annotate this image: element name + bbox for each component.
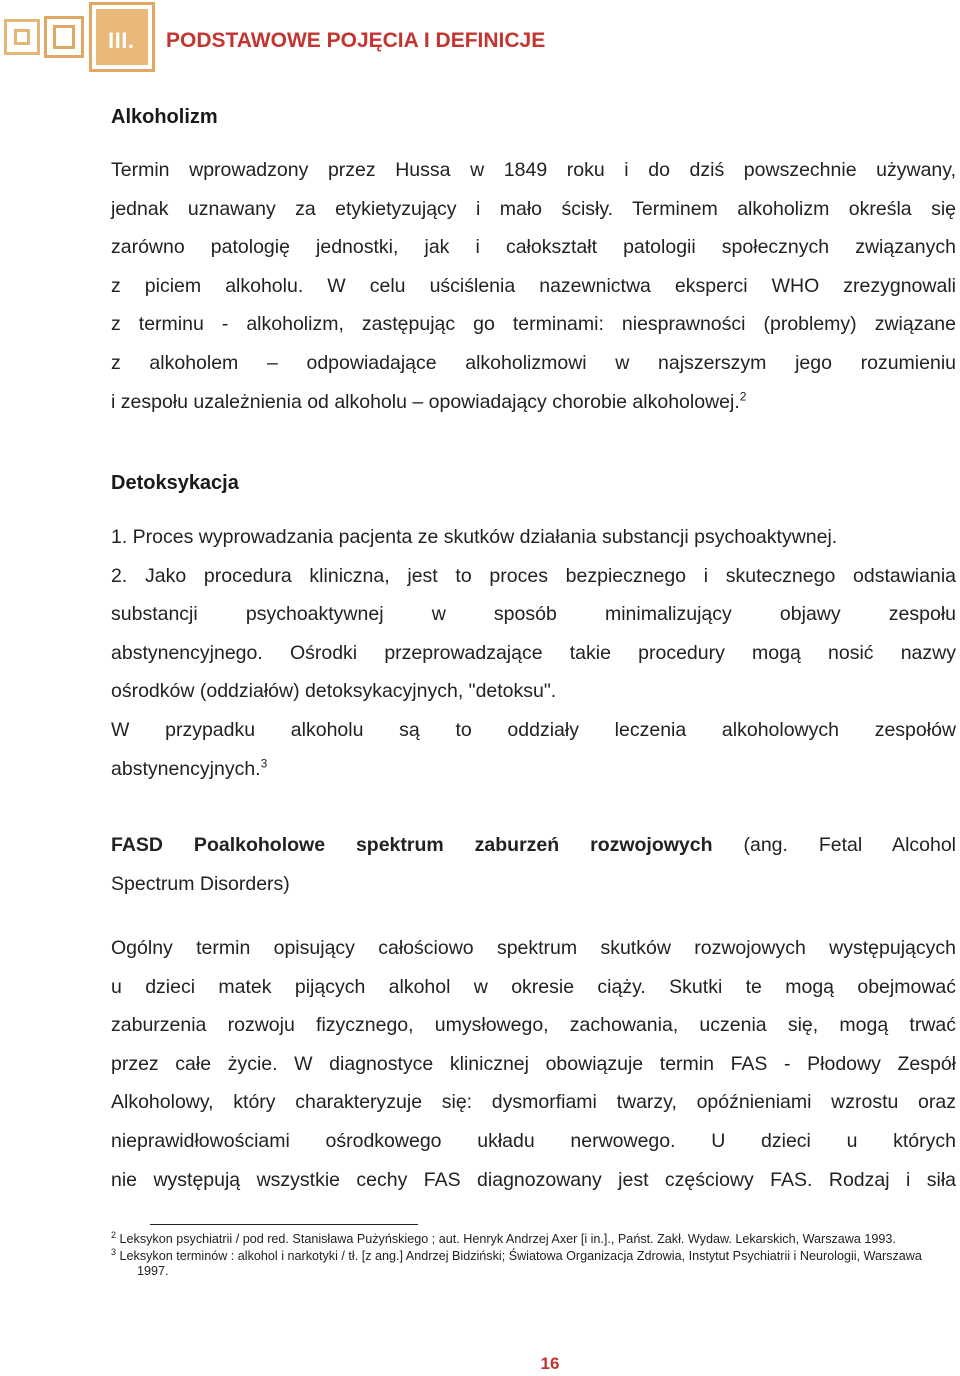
footnote-ref[interactable]: 2: [739, 389, 747, 404]
text-line-with-ref: [111, 750, 956, 789]
text-line: z alkoholem – odpowiadające alkoholizmowi w najszerszym jego rozumieniu: [111, 351, 956, 374]
text-line: z terminu - alkoholizm, zastępując go terminami: niesprawności (problemy) związane: [111, 313, 956, 336]
fasd-heading-normal: (ang. Fetal Alcohol: [743, 834, 957, 856]
text-line: przez całe życie. W diagnostyce klinicznej obowiązuje termin FAS - Płodowy Zespół: [111, 1052, 956, 1075]
text-line: zaburzenia rozwoju fizycznego, umysłowego, zachowania, uczenia się, mogą trwać: [111, 1014, 956, 1037]
footnote-ref[interactable]: 3: [260, 756, 268, 771]
paragraph-fasd: [111, 929, 956, 1199]
header-decoration-square-small: [4, 19, 40, 55]
footnote-text-cont: 1997.: [137, 1264, 169, 1278]
header-decoration-square-medium: [44, 16, 84, 58]
text-line: Termin wprowadzony przez Hussa w 1849 roku i do dziś powszechnie używany,: [111, 159, 956, 181]
text-line: W przypadku alkoholu są to oddziały leczenia alkoholowych zespołów: [111, 718, 956, 741]
text-line: Alkoholowy, który charakteryzuje się: dysmorfiami twarzy, opóźnieniami wzrostu oraz: [111, 1091, 956, 1114]
text-line-with-ref: [111, 383, 956, 422]
text-line: i zespołu uzależnienia od alkoholu – opowiadający chorobie alkoholowej.: [111, 390, 740, 413]
text-line: abstynencyjnego. Ośrodki przeprowadzające takie procedury mogą nosić nazwy: [111, 641, 956, 664]
text-line: abstynencyjnych.: [111, 757, 261, 780]
fasd-heading-line2: Spectrum Disorders): [111, 872, 290, 895]
page-number: 16: [540, 1354, 560, 1373]
text-line: jednak uznawany za etykietyzujący i mało ścisły. Terminem alkoholizm określa się: [111, 197, 956, 220]
text-line: substancji psychoaktywnej w sposób minimalizujący objawy zespołu: [111, 603, 956, 626]
section-heading-fasd: [111, 826, 956, 903]
chapter-number: III.: [108, 28, 135, 53]
text-line: nieprawidłowościami ośrodkowego układu nerwowego. U dzieci u których: [111, 1129, 956, 1152]
text-line: ośrodków (oddziałów) detoksykacyjnych, "detoksu".: [111, 680, 557, 703]
footnote-text: Leksykon terminów : alkohol i narkotyki / tł. [z ang.] Andrzej Bidziński; Światowa Organizacja Zdrowia, Instytut Psychiatrii i Neurologii, Warszawa: [119, 1249, 922, 1263]
section-heading-alkoholizm: Alkoholizm: [111, 106, 218, 128]
fasd-heading-bold: FASD Poalkoholowe spektrum zaburzeń rozwojowych: [111, 834, 713, 856]
text-line: zarówno patologię jednostki, jak i całokształt patologii społecznych związanych: [111, 236, 956, 259]
text-line: 2. Jako procedura kliniczna, jest to proces bezpiecznego i skutecznego odstawiania: [111, 564, 956, 587]
text-line: z piciem alkoholu. W celu uściślenia nazewnictwa eksperci WHO zrezygnowali: [111, 274, 956, 297]
text-line: u dzieci matek pijących alkohol w okresie ciąży. Skutki te mogą obejmować: [111, 975, 956, 998]
fasd-heading-line: [111, 826, 956, 865]
paragraph-alkoholizm: [111, 151, 956, 421]
footnote-3: [111, 1246, 956, 1279]
footnote-separator: [150, 1224, 418, 1225]
chapter-title: PODSTAWOWE POJĘCIA I DEFINICJE: [166, 29, 546, 52]
text-line: nie występują wszystkie cechy FAS diagnozowany jest częściowy FAS. Rodzaj i siła: [111, 1168, 956, 1191]
footnote-2: [111, 1229, 956, 1247]
text-line: Ogólny termin opisujący całościowo spektrum skutków rozwojowych występujących: [111, 937, 956, 959]
paragraph-detoksykacja: [111, 518, 956, 788]
footnote-text: Leksykon psychiatrii / pod red. Stanisława Pużyńskiego ; aut. Henryk Andrzej Axer [i in.]., Państ. Zakł. Wydaw. Lekarskich, Warszawa 1993.: [119, 1232, 896, 1246]
footnote-number: 2: [111, 1229, 117, 1240]
section-heading-detoksykacja: Detoksykacja: [111, 472, 239, 494]
text-line: 1. Proces wyprowadzania pacjenta ze skutków działania substancji psychoaktywnej.: [111, 526, 838, 548]
footnote-number: 3: [111, 1246, 117, 1257]
